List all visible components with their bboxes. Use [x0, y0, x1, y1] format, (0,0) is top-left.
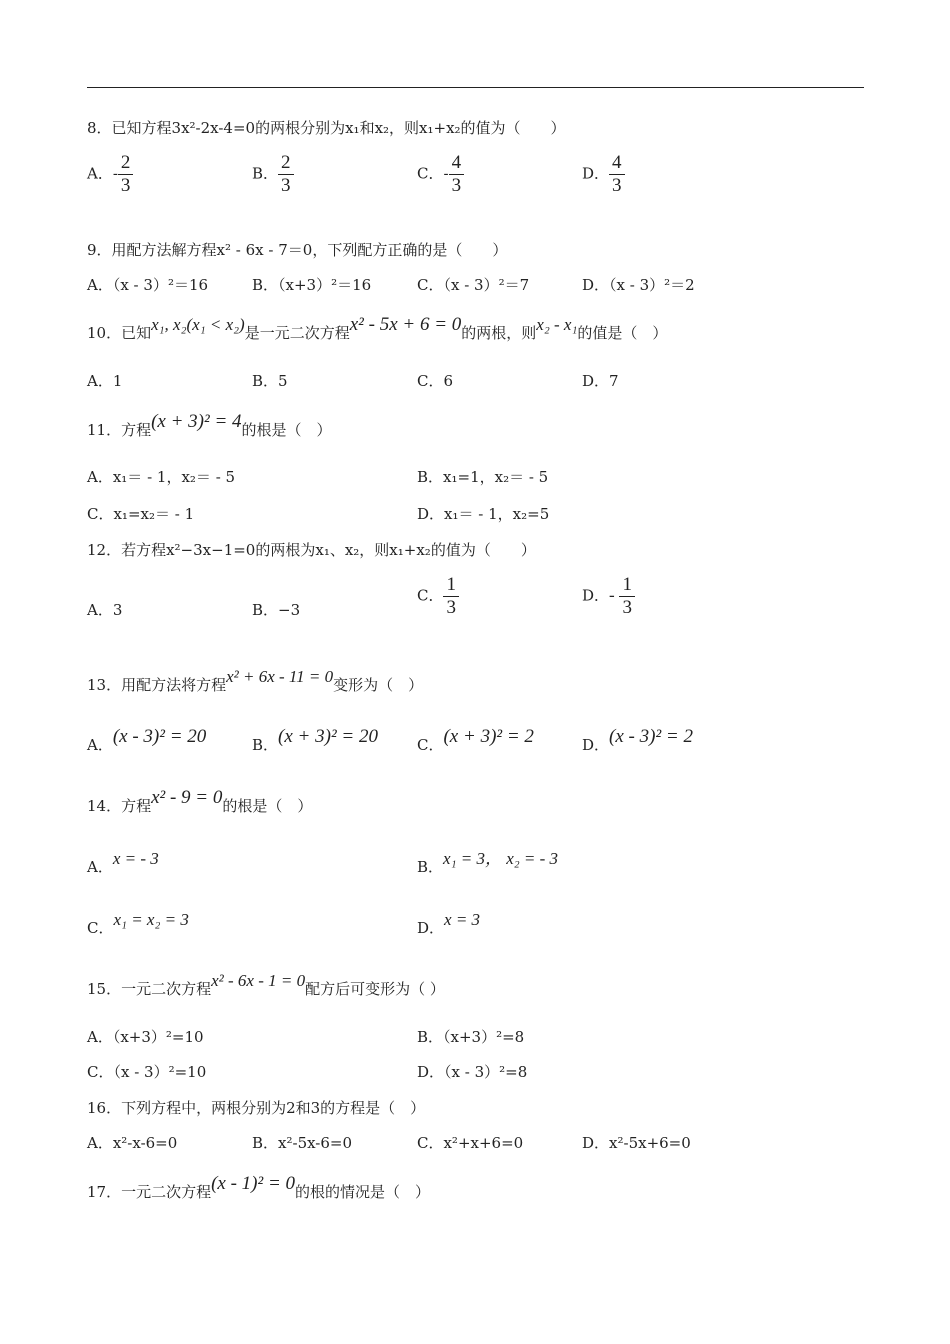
question-14-option-d: D．x = 3: [417, 910, 481, 937]
question-8-option-b: B． $\frac{2}{3}$: [252, 152, 294, 197]
question-8-option-a: A．- $\frac{2}{3}$: [87, 152, 133, 197]
question-14-option-b: B．x₁ = 3， x₂ = - 3: [417, 849, 559, 876]
question-15-option-a: A．（x+3）²=10: [87, 1028, 204, 1046]
math-equation: x² - 5x + 6 = 0: [349, 314, 462, 335]
fraction: $\frac{1}{3}$: [443, 574, 459, 619]
question-8-option-d: D． $\frac{4}{3}$: [582, 152, 625, 197]
question-11-stem: 11．方程(x + 3)² = 4的根是（ ）: [87, 411, 332, 439]
question-11-option-c: C．x₁=x₂＝ - 1: [87, 505, 195, 523]
question-11-option-a: A．x₁＝ - 1，x₂＝ - 5: [87, 468, 236, 486]
math-roots: x₁, x₂(x₁ < x₂): [151, 315, 245, 334]
question-12-option-b: B．−3: [252, 601, 301, 619]
fraction: $\frac{4}{3}$: [449, 152, 465, 197]
math-expression: x₂ - x₁: [536, 315, 578, 334]
question-12-option-a: A．3: [87, 601, 123, 619]
math-equation: x² - 9 = 0: [151, 787, 223, 808]
question-9-option-c: C．（x - 3）²＝7: [417, 276, 530, 294]
question-13-option-b: B．(x + 3)² = 20: [252, 726, 378, 754]
question-11-option-b: B．x₁=1，x₂＝ - 5: [417, 468, 549, 486]
question-16-option-d: D．x²-5x+6=0: [582, 1134, 691, 1152]
fraction: $\frac{2}{3}$: [278, 152, 294, 197]
header-rule: [87, 87, 864, 88]
question-13-option-a: A．(x - 3)² = 20: [87, 726, 207, 754]
question-11-option-d: D．x₁＝ - 1，x₂=5: [417, 505, 550, 523]
question-9-option-d: D．（x - 3）²＝2: [582, 276, 695, 294]
question-15-option-b: B．（x+3）²=8: [417, 1028, 525, 1046]
question-9-stem: 9．用配方法解方程x² - 6x - 7＝0，下列配方正确的是（ ）: [87, 241, 508, 259]
question-13-stem: 13．用配方法将方程x² + 6x - 11 = 0变形为（ ）: [87, 667, 424, 694]
question-10-stem: 10．已知x₁, x₂(x₁ < x₂)是一元二次方程x² - 5x + 6 = 0的两根，则x₂ - x₁的值是（ ）: [87, 314, 668, 342]
question-16-option-a: A．x²-x-6=0: [87, 1134, 178, 1152]
question-15-option-d: D．（x - 3）²=8: [417, 1063, 528, 1081]
question-8-text: 8．已知方程3x²-2x-4=0的两根分别为x₁和x₂，则x₁+x₂的值为（ ）: [87, 119, 566, 137]
question-12-option-d: D．- $\frac{1}{3}$: [582, 574, 635, 619]
question-10-option-d: D．7: [582, 372, 619, 390]
question-14-option-a: A．x = - 3: [87, 849, 159, 876]
math-equation: x² + 6x - 11 = 0: [226, 667, 334, 686]
fraction: $\frac{1}{3}$: [619, 574, 635, 619]
question-12-option-c: C． $\frac{1}{3}$: [417, 574, 459, 619]
question-15-stem: 15．一元二次方程x² - 6x - 1 = 0配方后可变形为（ ）: [87, 971, 445, 998]
question-16-option-c: C．x²+x+6=0: [417, 1134, 524, 1152]
question-9-option-b: B．（x+3）²＝16: [252, 276, 372, 294]
fraction: $\frac{2}{3}$: [118, 152, 134, 197]
question-15-option-c: C．（x - 3）²=10: [87, 1063, 207, 1081]
question-16-stem: 16．下列方程中，两根分别为2和3的方程是（ ）: [87, 1099, 426, 1117]
question-12-stem: 12．若方程x²−3x−1=0的两根为x₁、x₂，则x₁+x₂的值为（ ）: [87, 541, 536, 559]
question-17-stem: 17．一元二次方程(x - 1)² = 0的根的情况是（ ）: [87, 1173, 431, 1201]
question-8-stem: [87, 118, 566, 138]
question-10-option-b: B．5: [252, 372, 288, 390]
math-equation: (x + 3)² = 4: [151, 411, 242, 432]
question-13-option-d: D．(x - 3)² = 2: [582, 726, 693, 754]
question-16-option-b: B．x²-5x-6=0: [252, 1134, 353, 1152]
question-8-option-c: C．- $\frac{4}{3}$: [417, 152, 464, 197]
question-14-stem: 14．方程x² - 9 = 0的根是（ ）: [87, 787, 313, 815]
question-10-option-c: C．6: [417, 372, 454, 390]
math-equation: (x - 1)² = 0: [211, 1173, 296, 1194]
question-9-option-a: A．（x - 3）²＝16: [87, 276, 209, 294]
question-13-option-c: C．(x + 3)² = 2: [417, 726, 534, 754]
fraction: $\frac{4}{3}$: [609, 152, 625, 197]
question-10-option-a: A．1: [87, 372, 123, 390]
math-equation: x² - 6x - 1 = 0: [211, 971, 306, 990]
question-14-option-c: C．x₁ = x₂ = 3: [87, 910, 189, 937]
